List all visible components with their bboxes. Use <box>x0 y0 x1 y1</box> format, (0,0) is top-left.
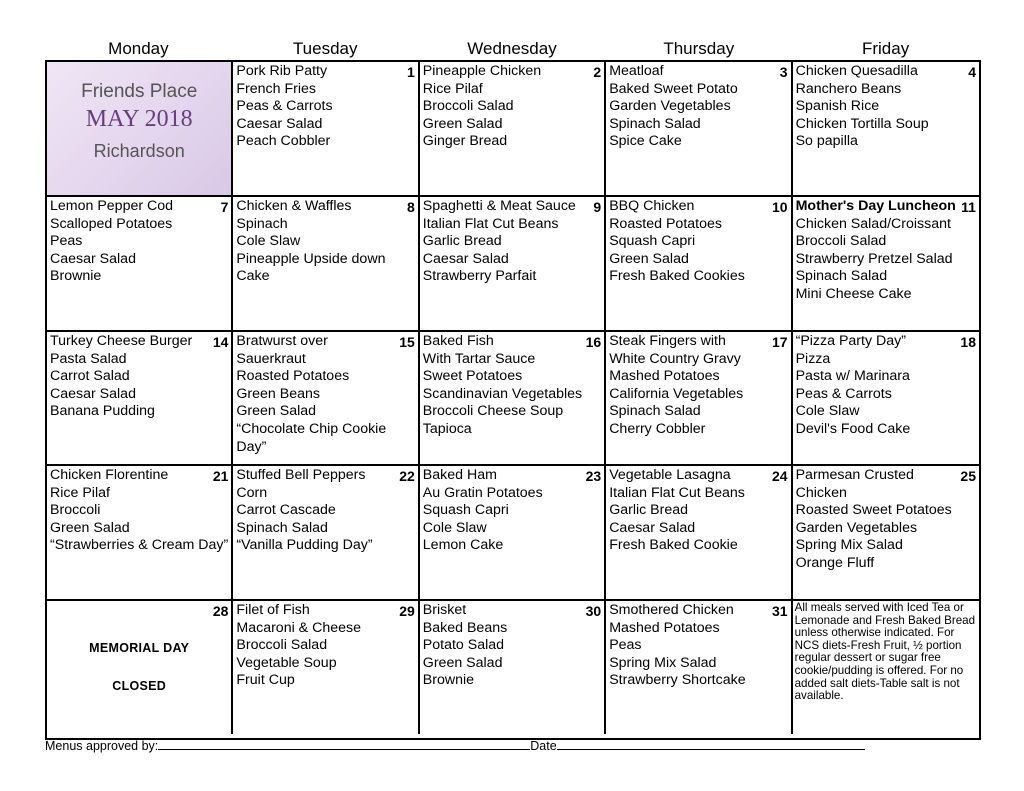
approved-by-label: Menus approved by: <box>45 739 159 753</box>
day-cell <box>420 466 606 601</box>
menu-item: Broccoli Cheese Soup <box>422 403 564 420</box>
day-cell <box>793 332 979 466</box>
menu-item: Cole Slaw <box>236 233 301 250</box>
brand-location: Richardson <box>93 141 185 161</box>
menu-item: Spice Cake <box>609 133 682 150</box>
day-cell <box>606 332 792 466</box>
day-number: 23 <box>585 468 602 484</box>
day-number: 15 <box>399 334 415 350</box>
day-cell <box>420 601 606 734</box>
day-cell <box>793 62 979 197</box>
menu-item: Devil's Food Cake <box>795 420 911 437</box>
menu-item: Meatloaf <box>609 63 664 79</box>
day-number: 2 <box>593 64 602 80</box>
menu-items <box>796 198 976 304</box>
closed-label: CLOSED <box>112 678 167 693</box>
menu-item: Cole Slaw <box>795 403 860 420</box>
menu-item: Cherry Cobbler <box>609 420 706 437</box>
menu-item: Broccoli Salad <box>236 637 328 654</box>
day-number: 4 <box>968 64 976 80</box>
menu-item: Peach Cobbler <box>236 133 331 150</box>
menu-item: Green Salad <box>236 403 317 420</box>
menu-item: Tapioca <box>422 420 472 437</box>
day-cell <box>793 197 979 332</box>
menu-item: Roasted Sweet Potatoes <box>795 502 952 519</box>
menu-item: Squash Capri <box>422 502 509 519</box>
menu-note-cell <box>793 601 979 734</box>
menu-item: Strawberry Pretzel Salad <box>795 250 953 267</box>
menu-item: Pork Rib Patty <box>236 63 328 79</box>
menu-items <box>609 467 787 555</box>
menu-item: Fresh Baked Cookie <box>609 537 738 554</box>
menu-footer <box>45 738 945 753</box>
menu-item: Spring Mix Salad <box>795 537 903 554</box>
menu-item: Chicken Tortilla Soup <box>795 115 929 132</box>
day-number: 24 <box>772 468 788 484</box>
menu-item: Pizza <box>795 350 831 367</box>
menu-item: Mashed Potatoes <box>609 619 720 636</box>
day-cell <box>233 601 419 734</box>
day-number: 1 <box>407 64 415 80</box>
menu-items <box>423 198 601 286</box>
menu-items <box>609 198 787 286</box>
menu-item: Green Beans <box>236 385 320 402</box>
menu-item: With Tartar Sauce <box>422 350 536 367</box>
menu-item: Bratwurst over <box>236 333 328 349</box>
day-cell <box>47 601 233 734</box>
menu-item: Roasted Potatoes <box>236 368 350 385</box>
menu-item: Scalloped Potatoes <box>50 215 173 232</box>
day-cell <box>793 466 979 601</box>
menu-item: Scandinavian Vegetables <box>422 385 583 402</box>
holiday-label: MEMORIAL DAY <box>89 641 190 655</box>
menu-item: Garden Vegetables <box>795 519 918 536</box>
menu-items <box>423 63 601 151</box>
menu-item: Caesar Salad <box>236 115 323 132</box>
day-number: 14 <box>212 334 229 350</box>
menu-item: Roasted Potatoes <box>609 215 722 232</box>
menu-item: Mini Cheese Cake <box>795 285 912 302</box>
menu-item: Broccoli Salad <box>422 98 514 115</box>
menu-item: Spinach <box>236 215 288 232</box>
day-number: 29 <box>399 603 415 619</box>
menu-item: Squash Capri <box>609 233 696 250</box>
menu-item: Lemon Cake <box>422 537 504 554</box>
menu-item: Spinach Salad <box>609 403 701 420</box>
menu-item: Brownie <box>422 672 475 689</box>
menu-item: Garden Vegetables <box>609 98 731 115</box>
menu-items <box>50 198 228 286</box>
menu-item: Chicken & Waffles <box>236 198 352 214</box>
menu-items <box>609 602 787 690</box>
menu-item: Caesar Salad <box>50 385 136 402</box>
menu-items <box>796 467 976 573</box>
menu-item: Green Salad <box>422 115 503 132</box>
menu-item: Smothered Chicken <box>609 602 734 618</box>
menu-item: Caesar Salad <box>609 519 696 536</box>
menu-item: Carrot Salad <box>50 368 130 385</box>
day-number: 25 <box>960 468 976 484</box>
menu-item: Italian Flat Cut Beans <box>609 484 745 501</box>
menu-items <box>609 63 787 151</box>
menu-item: Peas & Carrots <box>236 98 333 115</box>
menu-item: Potato Salad <box>422 637 505 654</box>
menu-item: Green Salad <box>50 519 130 536</box>
day-monday: Monday <box>108 39 169 58</box>
brand-cell <box>47 62 233 197</box>
menu-item: “Vanilla Pudding Day” <box>236 537 373 554</box>
menu-item: Pasta w/ Marinara <box>795 368 910 385</box>
brand-month: MAY 2018 <box>85 106 193 132</box>
menu-item: Fresh Baked Cookies <box>609 268 745 285</box>
menu-item: “Chocolate Chip Cookie Day” <box>236 420 387 455</box>
day-cell <box>47 466 233 601</box>
menu-items <box>423 467 601 555</box>
menu-item: Steak Fingers with <box>609 333 726 349</box>
day-tuesday: Tuesday <box>292 39 358 58</box>
day-number: 8 <box>407 199 415 215</box>
date-signature-line <box>557 738 865 750</box>
menu-item: Green Salad <box>422 654 503 671</box>
day-cell <box>606 62 792 197</box>
menu-item: Green Salad <box>609 250 689 267</box>
day-number: 11 <box>961 199 976 215</box>
menu-item: So papilla <box>795 133 858 150</box>
menu-item: French Fries <box>236 80 317 97</box>
menu-item: Spinach Salad <box>236 519 328 536</box>
menu-item: Mashed Potatoes <box>609 368 720 385</box>
day-number: 3 <box>779 64 788 80</box>
menu-items <box>50 467 228 555</box>
menu-item: Sauerkraut <box>236 350 306 367</box>
day-wednesday: Wednesday <box>467 39 557 58</box>
menu-item: Brownie <box>50 268 102 285</box>
menu-item: Au Gratin Potatoes <box>422 484 543 501</box>
day-number: 7 <box>220 199 229 215</box>
weekday-header-row <box>45 38 979 60</box>
menu-item: Baked Fish <box>422 333 494 349</box>
menu-item: Rice Pilaf <box>422 80 483 97</box>
menu-items <box>50 333 228 421</box>
menu-item: Spinach Salad <box>795 268 888 285</box>
day-number: 16 <box>585 334 602 350</box>
menu-item: Peas <box>609 637 642 654</box>
menu-item: Pineapple Chicken <box>422 63 542 79</box>
menu-item: Chicken <box>795 484 847 501</box>
menu-item: Baked Beans <box>422 619 508 636</box>
menu-item: Pasta Salad <box>50 350 127 367</box>
menu-item: Strawberry Shortcake <box>609 672 746 689</box>
menu-item: Macaroni & Cheese <box>236 619 361 636</box>
day-cell <box>47 332 233 466</box>
day-cell <box>233 197 419 332</box>
menu-item: Fruit Cup <box>236 672 295 689</box>
menu-item: Vegetable Soup <box>236 654 337 671</box>
day-number: 17 <box>772 334 788 350</box>
day-cell <box>420 62 606 197</box>
menu-item: BBQ Chicken <box>609 198 695 214</box>
day-cell <box>233 332 419 466</box>
menu-items <box>236 63 414 151</box>
menu-item: Spring Mix Salad <box>609 654 717 671</box>
menu-item: California Vegetables <box>609 385 744 402</box>
day-number: 18 <box>960 334 976 350</box>
day-cell <box>606 466 792 601</box>
menu-item: Brisket <box>422 602 467 618</box>
day-cell <box>233 466 419 601</box>
menu-items <box>796 63 976 151</box>
menu-item: Italian Flat Cut Beans <box>422 215 559 232</box>
day-number: 9 <box>593 199 602 215</box>
menu-items <box>236 467 414 555</box>
menu-item: Cake <box>236 268 270 285</box>
menu-item: Filet of Fish <box>236 602 310 618</box>
closed-notice <box>50 640 228 695</box>
day-number: 10 <box>772 199 788 215</box>
menu-item: Caesar Salad <box>50 250 136 267</box>
menu-item: Baked Ham <box>422 467 497 483</box>
menu-items <box>236 333 414 456</box>
day-thursday: Thursday <box>663 39 735 58</box>
menu-item: Chicken Salad/Croissant <box>795 215 951 232</box>
date-label: Date <box>530 739 557 753</box>
menu-item: Cole Slaw <box>422 519 487 536</box>
menu-item: Spinach Salad <box>609 115 701 132</box>
menu-item: Spaghetti & Meat Sauce <box>422 198 576 214</box>
day-cell <box>420 332 606 466</box>
approved-by-signature-line <box>158 738 530 750</box>
menu-note-text: All meals served with Iced Tea or Lemonade and Fresh Baked Bread unless otherwise indicated. For NCS diets-Fresh Fruit, ½ portion regular dessert or sugar free cookie/pudding is offered. For no added salt diets-Table salt is not available. <box>794 601 976 703</box>
menu-item: Vegetable Lasagna <box>609 467 731 483</box>
menu-item: Pineapple Upside down <box>236 250 386 267</box>
menu-item: White Country Gravy <box>609 350 741 367</box>
day-number: 22 <box>399 468 415 484</box>
menu-item: Garlic Bread <box>609 502 689 519</box>
menu-items <box>796 333 976 439</box>
menu-items <box>236 198 414 286</box>
menu-items <box>609 333 787 439</box>
menu-item: Caesar Salad <box>422 250 509 267</box>
day-cell <box>233 62 419 197</box>
menu-item: Garlic Bread <box>422 233 502 250</box>
menu-item: Peas & Carrots <box>795 385 892 402</box>
menu-item: Peas <box>50 233 83 250</box>
day-number: 30 <box>585 603 602 619</box>
menu-item: “Pizza Party Day” <box>795 333 906 349</box>
day-cell <box>420 197 606 332</box>
day-cell <box>606 197 792 332</box>
menu-item: Chicken Florentine <box>50 467 169 483</box>
menu-item: Broccoli <box>50 502 101 519</box>
menu-item: Stuffed Bell Peppers <box>236 467 366 483</box>
menu-items <box>423 333 601 439</box>
menu-item: Banana Pudding <box>50 403 155 420</box>
menu-item: Ginger Bread <box>422 133 508 150</box>
menu-calendar-grid <box>45 60 981 740</box>
menu-item: Ranchero Beans <box>795 80 902 97</box>
menu-item: Spanish Rice <box>795 98 880 115</box>
menu-item: Carrot Cascade <box>236 502 336 519</box>
menu-item: “Strawberries & Cream Day” <box>50 537 229 554</box>
day-number: 31 <box>772 603 788 619</box>
menu-item: Parmesan Crusted <box>795 467 914 483</box>
menu-item: Broccoli Salad <box>795 233 887 250</box>
menu-item: Rice Pilaf <box>50 484 110 501</box>
menu-item: Baked Sweet Potato <box>609 80 738 97</box>
day-number: 21 <box>212 468 229 484</box>
menu-items <box>423 602 601 690</box>
menu-item: Mother's Day Luncheon <box>795 198 956 214</box>
menu-item: Orange Fluff <box>795 554 875 571</box>
menu-item: Corn <box>236 484 268 501</box>
day-cell <box>606 601 792 734</box>
menu-item: Strawberry Parfait <box>422 268 537 285</box>
day-cell <box>47 197 233 332</box>
menu-item: Chicken Quesadilla <box>795 63 918 79</box>
menu-item: Turkey Cheese Burger <box>50 333 193 349</box>
menu-items <box>236 602 414 690</box>
menu-item: Lemon Pepper Cod <box>50 198 174 214</box>
menu-item: Sweet Potatoes <box>422 368 523 385</box>
day-friday: Friday <box>861 39 910 58</box>
day-number: 28 <box>212 603 229 619</box>
brand-title: Friends Place <box>81 81 198 102</box>
